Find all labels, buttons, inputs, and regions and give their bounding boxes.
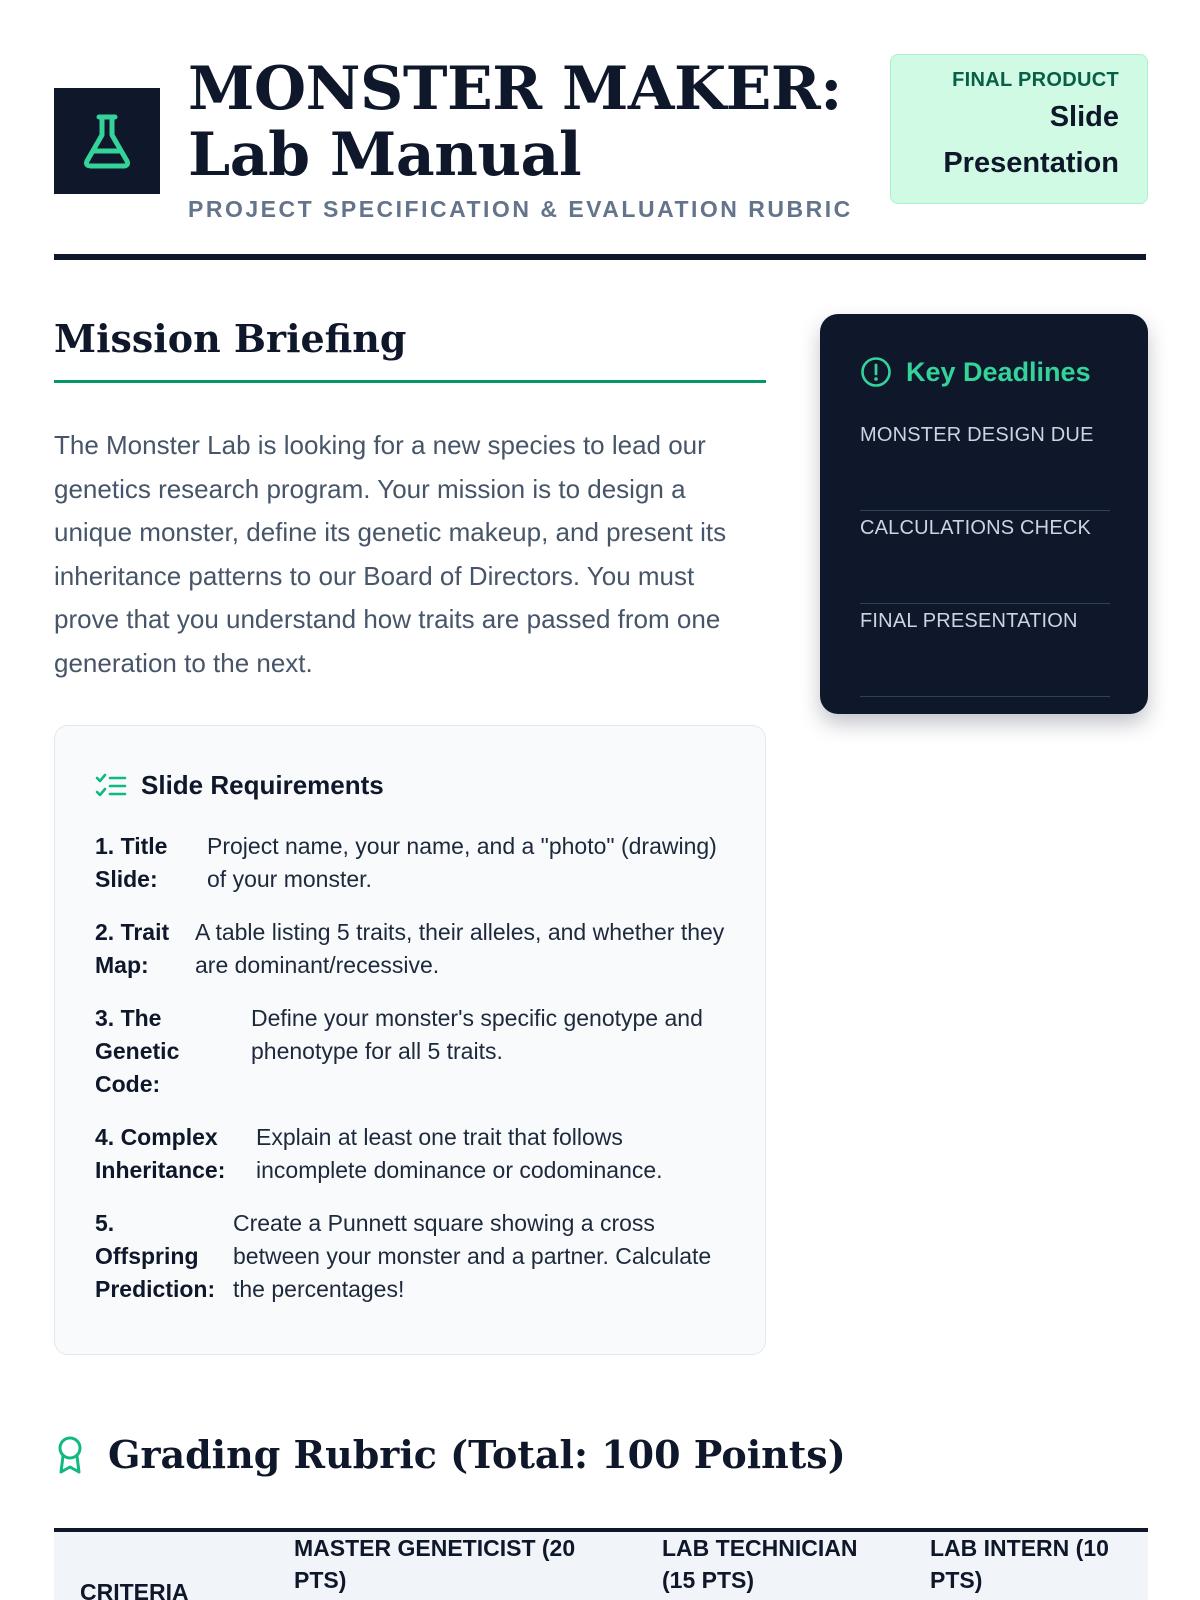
list-item — [95, 830, 727, 896]
mission-title: Mission Briefing — [54, 316, 407, 361]
deadlines-list — [860, 418, 1110, 697]
deadline-item: CALCULATIONS CHECK — [860, 511, 1110, 604]
requirement-key: 4. Complex Inheritance: — [95, 1124, 226, 1183]
page-header — [54, 50, 1146, 262]
deadline-item: MONSTER DESIGN DUE — [860, 418, 1110, 511]
requirement-key: 2. Trait Map: — [95, 919, 170, 978]
deadlines-heading — [860, 356, 1091, 388]
deadline-item: FINAL PRESENTATION — [860, 604, 1110, 697]
rubric-table-header — [54, 1528, 1148, 1600]
requirements-heading — [95, 770, 384, 801]
logo — [54, 88, 160, 194]
page-subtitle: PROJECT SPECIFICATION & EVALUATION RUBRIC — [188, 196, 853, 222]
rubric-column-criteria: CRITERIA — [80, 1579, 189, 1600]
requirement-value: Define your monster's specific genotype and phenotype for all 5 traits. — [251, 1005, 703, 1064]
final-product-value: Slide Presentation — [943, 101, 1119, 179]
mission-body: The Monster Lab is looking for a new species to lead our genetics research program. Your mission is to design a unique monster, define its genetic makeup, and present its inheritance patterns to our Board of Directors. You must prove that you understand how traits are passed from one generation to the next. — [54, 430, 727, 678]
requirements-card — [54, 725, 766, 1355]
rubric-heading — [54, 1432, 846, 1477]
list-item — [95, 1002, 727, 1101]
deadlines-card — [820, 314, 1148, 714]
rubric-column-intern: LAB INTERN (10 PTS) — [930, 1535, 1109, 1593]
requirement-key: 3. The Genetic Code: — [95, 1005, 180, 1097]
requirements-title: Slide Requirements — [141, 770, 384, 800]
list-item — [95, 1121, 727, 1187]
mission-divider — [54, 380, 766, 383]
requirement-value: Create a Punnett square showing a cross between your monster and a partner. Calculate the percentages! — [233, 1210, 712, 1302]
deadlines-title: Key Deadlines — [906, 356, 1091, 387]
requirement-value: Explain at least one trait that follows incomplete dominance or codominance. — [256, 1124, 663, 1183]
requirement-value: A table listing 5 traits, their alleles, and whether they are dominant/recessive. — [195, 919, 725, 978]
award-icon — [54, 1435, 86, 1475]
final-product-label: FINAL PRODUCT — [952, 69, 1119, 91]
header-divider — [54, 254, 1146, 260]
rubric-column-technician: LAB TECHNICIAN (15 PTS) — [662, 1535, 858, 1593]
requirement-key: 1. Title Slide: — [95, 833, 168, 892]
page-title: MONSTER MAKER: Lab Manual — [188, 54, 842, 190]
list-item — [95, 1207, 727, 1306]
requirements-list — [95, 830, 727, 1326]
flask-icon — [79, 111, 135, 171]
list-item — [95, 916, 727, 982]
rubric-column-master: MASTER GENETICIST (20 PTS) — [294, 1535, 576, 1593]
requirement-key: 5. Offspring Prediction: — [95, 1210, 216, 1302]
final-product-badge — [890, 54, 1148, 204]
alert-circle-icon — [860, 356, 892, 388]
checklist-icon — [95, 772, 127, 800]
requirement-value: Project name, your name, and a "photo" (drawing) of your monster. — [207, 833, 717, 892]
rubric-title: Grading Rubric (Total: 100 Points) — [108, 1432, 846, 1477]
